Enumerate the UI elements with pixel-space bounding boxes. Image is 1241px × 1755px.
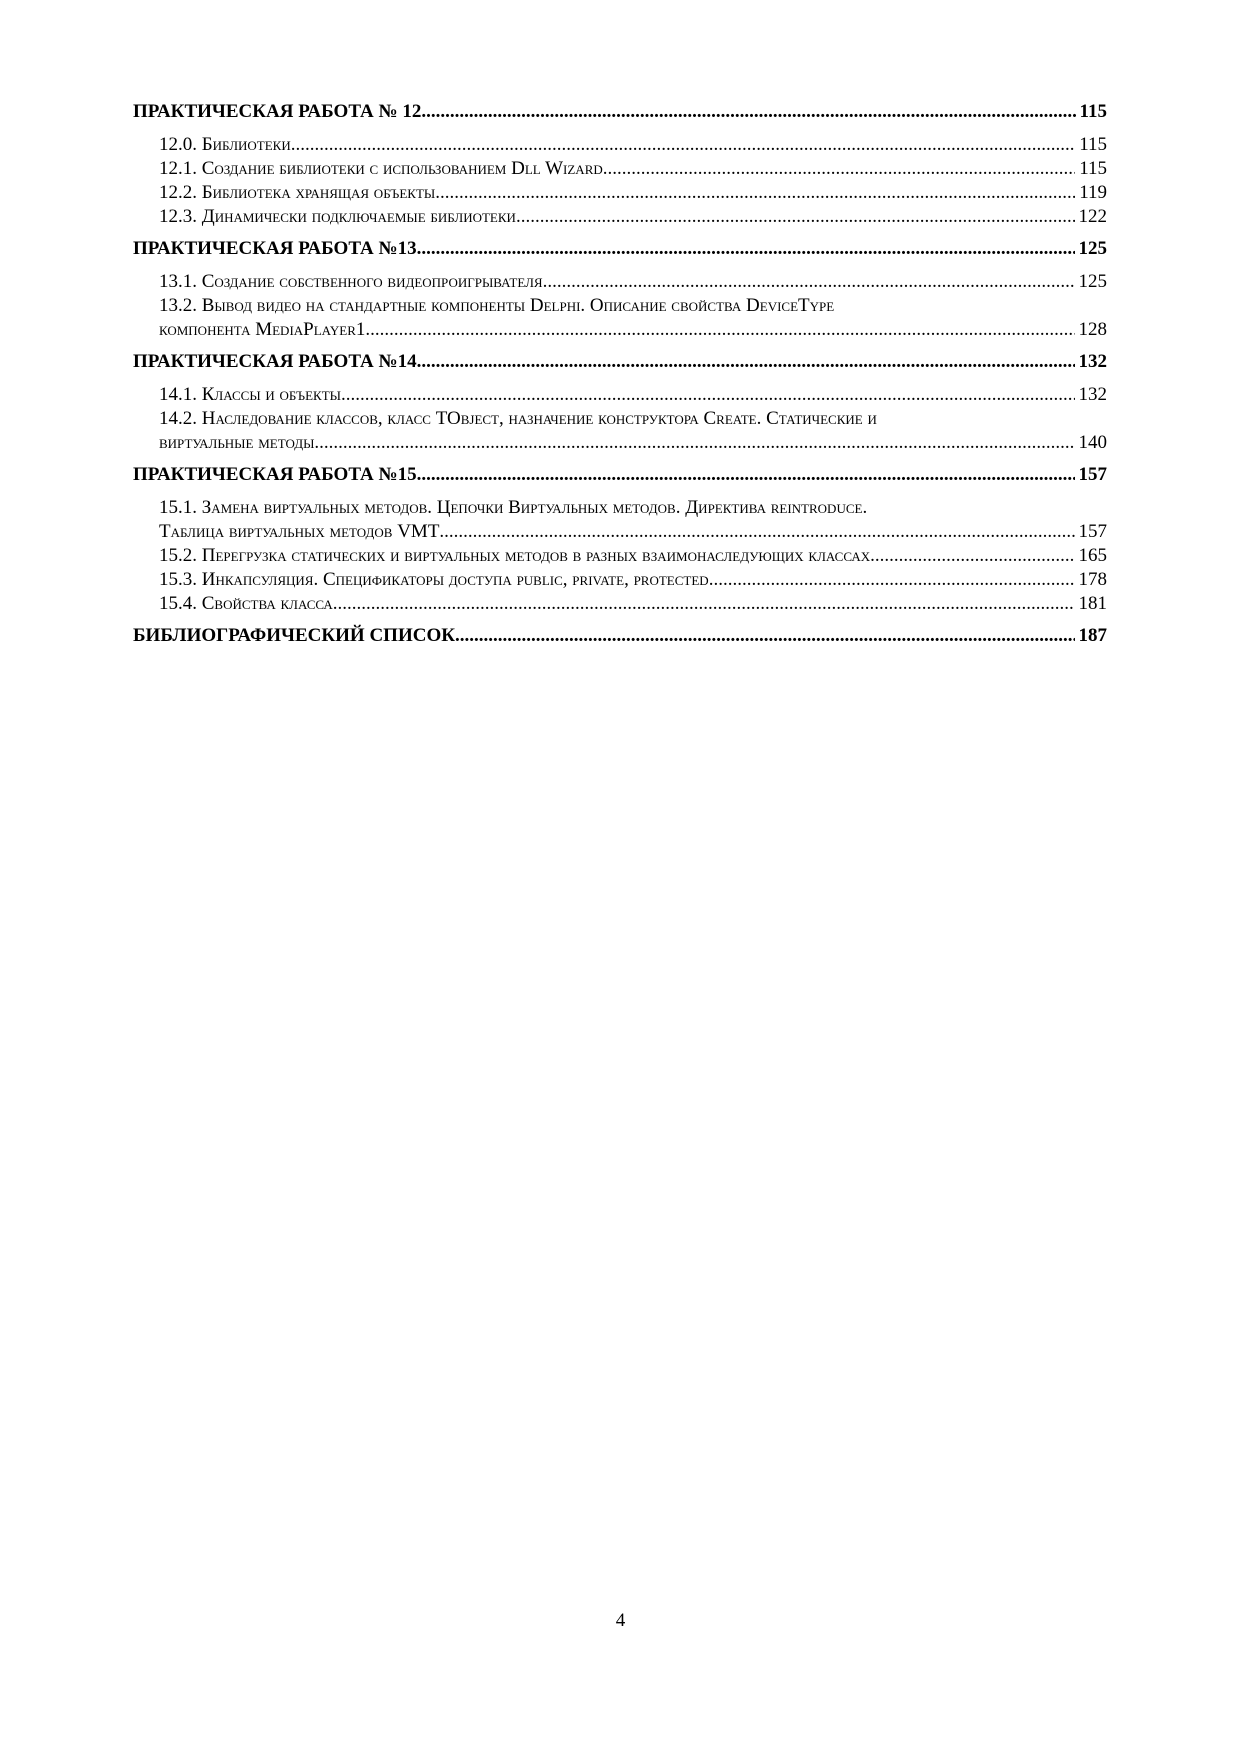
- toc-page-number: 125: [1078, 271, 1107, 292]
- toc-page-number: 115: [1079, 101, 1107, 122]
- toc-page-number: 157: [1078, 464, 1107, 485]
- toc-page-number: 128: [1078, 319, 1107, 340]
- toc-item-text: 15.4. Свойства класса: [159, 593, 333, 614]
- toc-page-number: 115: [1079, 134, 1107, 155]
- dot-leader: [319, 431, 1074, 455]
- toc-item-text: 12.1. Создание библиотеки с использованием Dll Wizard: [159, 158, 603, 179]
- toc-page-number: 157: [1078, 521, 1107, 542]
- toc-page-number: 119: [1079, 182, 1107, 203]
- toc-heading[interactable]: [133, 624, 1107, 648]
- toc-item-text: 12.2. Библиотека хранящая объекты: [159, 182, 436, 203]
- dot-leader: [365, 318, 1074, 342]
- page-number-footer: 4: [615, 1610, 626, 1631]
- toc-item-text-line2: виртуальные методы.: [159, 432, 320, 453]
- dot-leader: [333, 592, 1075, 616]
- toc-item[interactable]: [133, 496, 1107, 544]
- dot-leader: [417, 237, 1075, 261]
- toc-item-text: 15.2. Перегрузка статических и виртуальных методов в разных взаимонаследующих классах: [159, 545, 871, 566]
- toc-item-text: 12.3. Динамически подключаемые библиотеки: [159, 206, 516, 227]
- toc-heading-text: ПРАКТИЧЕСКАЯ РАБОТА №13: [133, 238, 417, 259]
- toc-page-number: 125: [1078, 238, 1107, 259]
- toc-item[interactable]: [133, 568, 1107, 592]
- toc-heading[interactable]: [133, 350, 1107, 374]
- toc-item-text: 14.1. Классы и объекты: [159, 384, 341, 405]
- dot-leader: [455, 624, 1074, 648]
- dot-leader: [435, 181, 1075, 205]
- toc-item[interactable]: [133, 181, 1107, 205]
- dot-leader: [421, 100, 1075, 124]
- toc-page-number: 132: [1078, 384, 1107, 405]
- toc-item[interactable]: [133, 383, 1107, 407]
- toc-heading-text: ПРАКТИЧЕСКАЯ РАБОТА №15: [133, 464, 417, 485]
- toc-page-number: 122: [1078, 206, 1107, 227]
- toc-item-text: 15.3. Инкапсуляция. Спецификаторы доступа public, private, protected: [159, 569, 709, 590]
- dot-leader: [439, 520, 1074, 544]
- toc-page-number: 132: [1078, 351, 1107, 372]
- toc-page-number: 178: [1078, 569, 1107, 590]
- dot-leader: [543, 270, 1075, 294]
- toc-heading-text: ПРАКТИЧЕСКАЯ РАБОТА №14: [133, 351, 417, 372]
- toc-item-text: 12.0. Библиотеки: [159, 134, 291, 155]
- toc-heading[interactable]: [133, 237, 1107, 261]
- dot-leader: [709, 568, 1075, 592]
- toc-item-text: 13.1. Создание собственного видеопроигрывателя: [159, 271, 543, 292]
- dot-leader: [516, 205, 1075, 229]
- toc-item-text-line1: 13.2. Вывод видео на стандартные компоненты Delphi. Описание свойства DeviceType: [159, 295, 835, 316]
- dot-leader: [417, 350, 1075, 374]
- toc-item-text-line1: 15.1. Замена виртуальных методов. Цепочки Виртуальных методов. Директива reintroduce.: [159, 497, 868, 518]
- dot-leader: [603, 157, 1075, 181]
- toc-item[interactable]: [133, 544, 1107, 568]
- toc-item[interactable]: [133, 592, 1107, 616]
- dot-leader: [341, 383, 1075, 407]
- toc-page-number: 187: [1078, 625, 1107, 646]
- toc-item[interactable]: [133, 294, 1107, 342]
- toc-item[interactable]: [133, 205, 1107, 229]
- dot-leader: [870, 544, 1074, 568]
- toc-page-number: 115: [1079, 158, 1107, 179]
- toc-heading[interactable]: [133, 100, 1107, 124]
- toc-page-number: 140: [1078, 432, 1107, 453]
- toc-item[interactable]: [133, 133, 1107, 157]
- table-of-contents: [133, 100, 1107, 657]
- toc-item[interactable]: [133, 407, 1107, 455]
- toc-item-text-line2: Таблица виртуальных методов VMT: [159, 521, 440, 542]
- toc-item[interactable]: [133, 270, 1107, 294]
- toc-item[interactable]: [133, 157, 1107, 181]
- toc-item-text-line1: 14.2. Наследование классов, класс TObject, назначение конструктора Create. Статические и: [159, 408, 877, 429]
- toc-heading[interactable]: [133, 463, 1107, 487]
- toc-heading-text: БИБЛИОГРАФИЧЕСКИЙ СПИСОК: [133, 625, 456, 646]
- toc-item-text-line2: компонента MediaPlayer1: [159, 319, 366, 340]
- toc-page-number: 181: [1078, 593, 1107, 614]
- toc-page-number: 165: [1078, 545, 1107, 566]
- dot-leader: [291, 133, 1075, 157]
- dot-leader: [417, 463, 1075, 487]
- toc-heading-text: ПРАКТИЧЕСКАЯ РАБОТА № 12: [133, 101, 422, 122]
